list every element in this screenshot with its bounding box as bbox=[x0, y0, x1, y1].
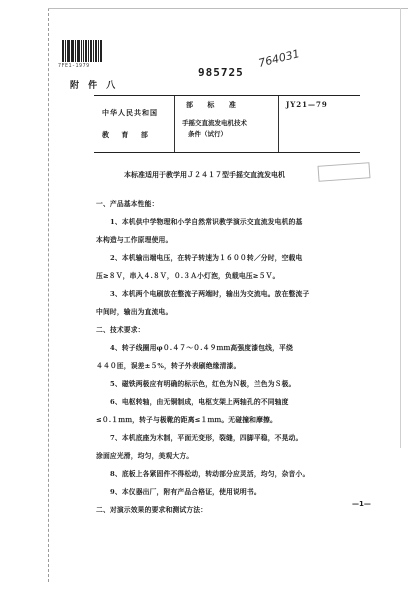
standard-title-line1: 手摇交直流发电机技术 bbox=[182, 119, 247, 127]
section-heading: 二、对演示效果的要求和测试方法： bbox=[96, 506, 208, 514]
ministry-cell bbox=[94, 96, 175, 152]
code-cell bbox=[278, 96, 360, 152]
archive-stamp bbox=[318, 162, 371, 182]
body-line: 6、电枢转轴，由无铜制成，电枢支架上两轴孔的不同轴度 bbox=[110, 398, 289, 406]
body-line: 涂面应光滑，均匀，美观大方。 bbox=[96, 452, 194, 460]
scope-statement: 本标准适用于教学用Ｊ２４１７型手摇交直流发电机 bbox=[124, 170, 285, 179]
standard-label: 部 标 准 bbox=[186, 100, 242, 109]
attachment-label: 附 件 八 bbox=[70, 81, 119, 91]
scan-edge-right bbox=[400, 8, 401, 448]
ministry-line1: 中华人民共和国 bbox=[102, 108, 158, 117]
ministry-line2: 教 育 部 bbox=[102, 130, 153, 139]
body-line: 4、转子线圈用φ０.４７～０.４９ｍｍ高强度漆包线，平绕 bbox=[110, 344, 293, 352]
body-line: 2、本机输出端电压，在转子转速为１６００转／分时，空载电 bbox=[110, 254, 303, 262]
body-line: 9、本仪器出厂，附有产品合格证，使用说明书。 bbox=[110, 488, 261, 496]
page-number: —1— bbox=[352, 500, 371, 508]
stamp-number: 985725 bbox=[198, 66, 244, 79]
scan-edge-left bbox=[48, 8, 49, 582]
scan-edge-top bbox=[48, 8, 408, 9]
body-line: ４４０匝，误差±５%，转子外表刷绝缘清漆。 bbox=[96, 362, 241, 370]
barcode bbox=[62, 40, 102, 62]
body-line: 5、磁铁两极应有明确的标示色，红色为Ｎ极，兰色为Ｓ极。 bbox=[110, 380, 296, 388]
handwritten-number: 764031 bbox=[257, 47, 301, 70]
body-line: 3、本机两个电刷放在整流子两端时，输出为交流电。放在整流子 bbox=[110, 290, 310, 298]
body-line: ≤０.１ｍｍ，转子与极靴的距离≤１ｍｍ。无碰撞和摩擦。 bbox=[96, 416, 277, 424]
body-line: 8、底板上各紧固件不得松动，转动部分应灵活，均匀，杂音小。 bbox=[110, 470, 310, 478]
standard-header-table bbox=[94, 95, 360, 153]
section-heading: 一、产品基本性能： bbox=[96, 200, 159, 208]
standard-code: JY21—79 bbox=[286, 100, 328, 109]
standard-title-line2: 条件（试行） bbox=[188, 130, 227, 138]
barcode-number: 7FE1-1979 bbox=[58, 63, 90, 69]
body-line: 本构造与工作原理使用。 bbox=[96, 236, 173, 244]
section-heading: 二、技术要求： bbox=[96, 326, 145, 334]
body-line: 压≥８Ｖ，串入４.８Ｖ，０.３Ａ小灯泡，负载电压≥５Ｖ。 bbox=[96, 272, 280, 280]
body-line: 7、本机底座为木制，平面无变形，裂缝，四脚平稳，不晃动。 bbox=[110, 434, 303, 442]
title-cell bbox=[174, 96, 279, 152]
body-line: 中间时，输出为直流电。 bbox=[96, 308, 173, 316]
body-line: 1、本机供中学物理和小学自然常识教学演示交直流发电机的基 bbox=[110, 218, 303, 226]
